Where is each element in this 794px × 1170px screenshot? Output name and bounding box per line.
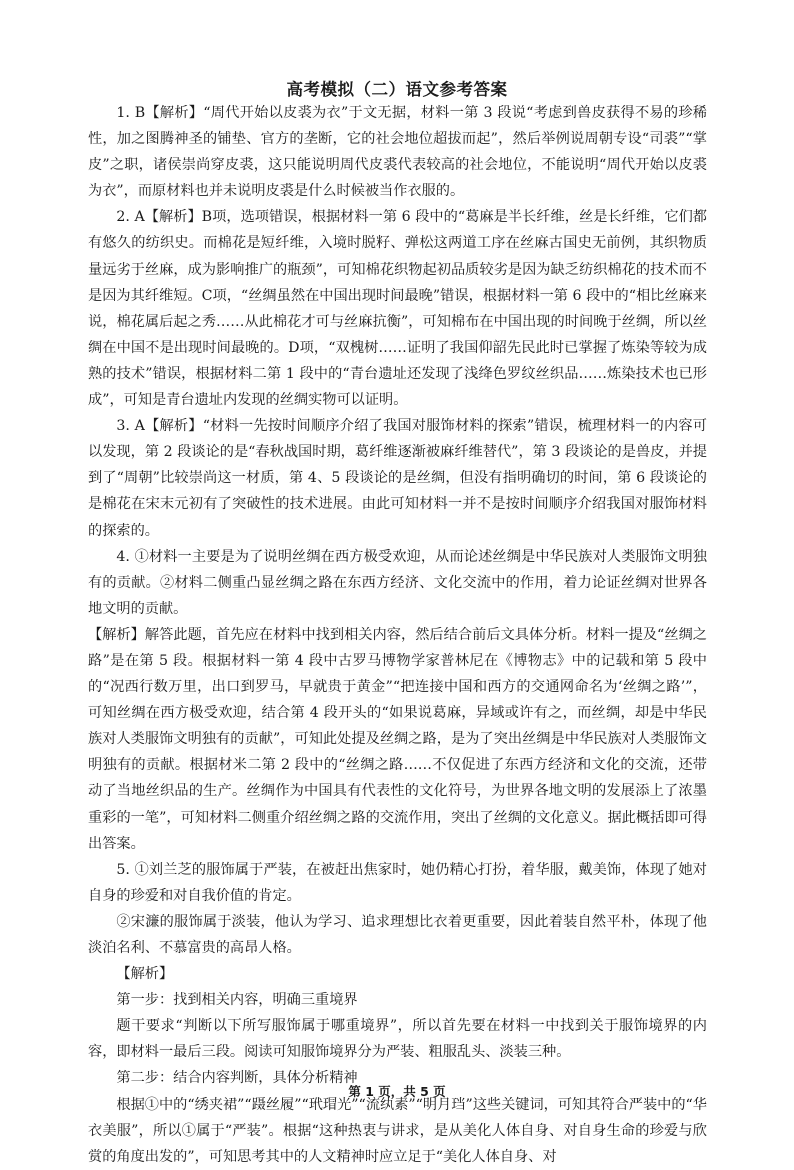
step-1-body: 题干要求“判断以下所写服饰属于哪重境界”，所以首先要在材料一中找到关于服饰境界的内容，即材料一最后三段。阅读可知服饰境界分为严装、粗服乱头、淡装三种。 <box>88 1018 707 1061</box>
answer-1: 1. B【解析】“周代开始以皮裘为衣”于文无据，材料一第 3 段说“考虑到兽皮获得不易的珍稀性，加之图腾神圣的铺垫、官方的垄断，它的社会地位超拔而起”，然后举例说周朝专设“司裘”“掌皮”之职，诸侯崇尚穿皮裘，这只能说明周代皮裘代表较高的社会地位，不能说明“周代开始以皮裘为衣”，而原材料也并未说明皮裘是什么时候被当作衣服的。 <box>88 105 707 200</box>
answer-5-analysis-heading: 【解析】 <box>116 966 174 983</box>
step-1-heading: 第一步：找到相关内容，明确三重境界 <box>116 992 358 1009</box>
answer-5-part-1: 5. ①刘兰芝的服饰属于严装，在被赶出焦家时，她仍精心打扮，着华服，戴美饰，体现了她对自身的珍爱和对自我价值的肯定。 <box>88 861 707 904</box>
answer-4: 4. ①材料一主要是为了说明丝绸在西方极受欢迎，从而论述丝绸是中华民族对人类服饰文明独有的贡献。②材料二侧重凸显丝绸之路在东西方经济、文化交流中的作用，着力论证丝绸对世界各地文明的贡献。 <box>88 548 707 617</box>
answer-3: 3. A【解析】“材料一先按时间顺序介绍了我国对服饰材料的探索”错误，梳理材料一的内容可以发现，第 2 段谈论的是“春秋战国时期，葛纤维逐渐被麻纤维替代”，第 3 段谈论的是兽皮，并提到了“周朝”比较崇尚这一材质，第 4、5 段谈论的是丝绸，但没有指明确切的时间，第 6 段谈论的是棉花在宋末元初有了突破性的技术进展。由此可知材料一并不是按时间顺序介绍我国对服饰材料的探索的。 <box>88 418 707 539</box>
page-footer: 第 1 页，共 5 页 <box>348 1084 446 1099</box>
answer-2: 2. A【解析】B项，选项错误，根据材料一第 6 段中的“葛麻是半长纤维，丝是长纤维，它们都有悠久的纺织史。而棉花是短纤维，入境时脱籽、弹松这两道工序在丝麻古国史无前例，其织物质量远劣于丝麻，成为影响推广的瓶颈”，可知棉花织物起初品质较劣是因为缺乏纺织棉花的技术而不是因为其纤维短。C项，“丝绸虽然在中国出现时间最晚”错误，根据材料一第 6 段中的“相比丝麻来说，棉花属后起之秀……从此棉花才可与丝麻抗衡”，可知棉布在中国出现的时间晚于丝绸，所以丝绸在中国不是出现时间最晚的。D项，“双槐树……证明了我国仰韶先民此时已掌握了炼染等较为成熟的技术”错误，根据材料二第 1 段中的“青台遗址还发现了浅绛色罗纹丝织品……炼染技术也已形成”，可知是青台遗址内发现的丝绸实物可以证明。 <box>88 209 707 409</box>
answer-body <box>88 100 707 1170</box>
page-title: 高考模拟（二）语文参考答案 <box>286 80 508 99</box>
step-2-heading: 第二步：结合内容判断，具体分析精神 <box>116 1070 358 1087</box>
step-2-body: 根据①中的“绣夹裙”“蹑丝履”“玳瑁光”“流纨素”“明月珰”这些关键词，可知其符合严装中的“华衣美服”，所以①属于“严装”。根据“这种热衷与讲求，是从美化人体自身、对自身生命的珍爱与欣赏的角度出发的”，可知思考其中的人文精神时应立足于“美化人体自身、对 <box>88 1096 707 1165</box>
answer-5-part-2: ②宋濂的服饰属于淡装，他认为学习、追求理想比衣着更重要，因此着装自然平朴，体现了他淡泊名利、不慕富贵的高昂人格。 <box>88 913 707 956</box>
answer-4-analysis: 【解析】解答此题，首先应在材料中找到相关内容，然后结合前后文具体分析。材料一提及“丝绸之路”是在第 5 段。根据材料一第 4 段中古罗马博物学家普林尼在《博物志》中的记载和第 5 段中的“况西行数万里，出口到罗马，早就贵于黄金”“把连接中国和西方的交通网命名为‘丝绸之路’”，可知丝绸在西方极受欢迎，结合第 4 段开头的“如果说葛麻，异域或许有之，而丝绸，却是中华民族对人类服饰文明独有的贡献”，可知此处提及丝绸之路，是为了突出丝绸是中华民族对人类服饰文明独有的贡献。根据材米二第 2 段中的“丝绸之路……不仅促进了东西方经济和文化的交流，还带动了当地丝织品的生产。丝绸作为中国具有代表性的文化符号，为世界各地文明的发展添上了浓墨重彩的一笔”，可知材料二侧重介绍丝绸之路的交流作用，突出了丝绸的文化意义。据此概括即可得出答案。 <box>88 626 707 852</box>
